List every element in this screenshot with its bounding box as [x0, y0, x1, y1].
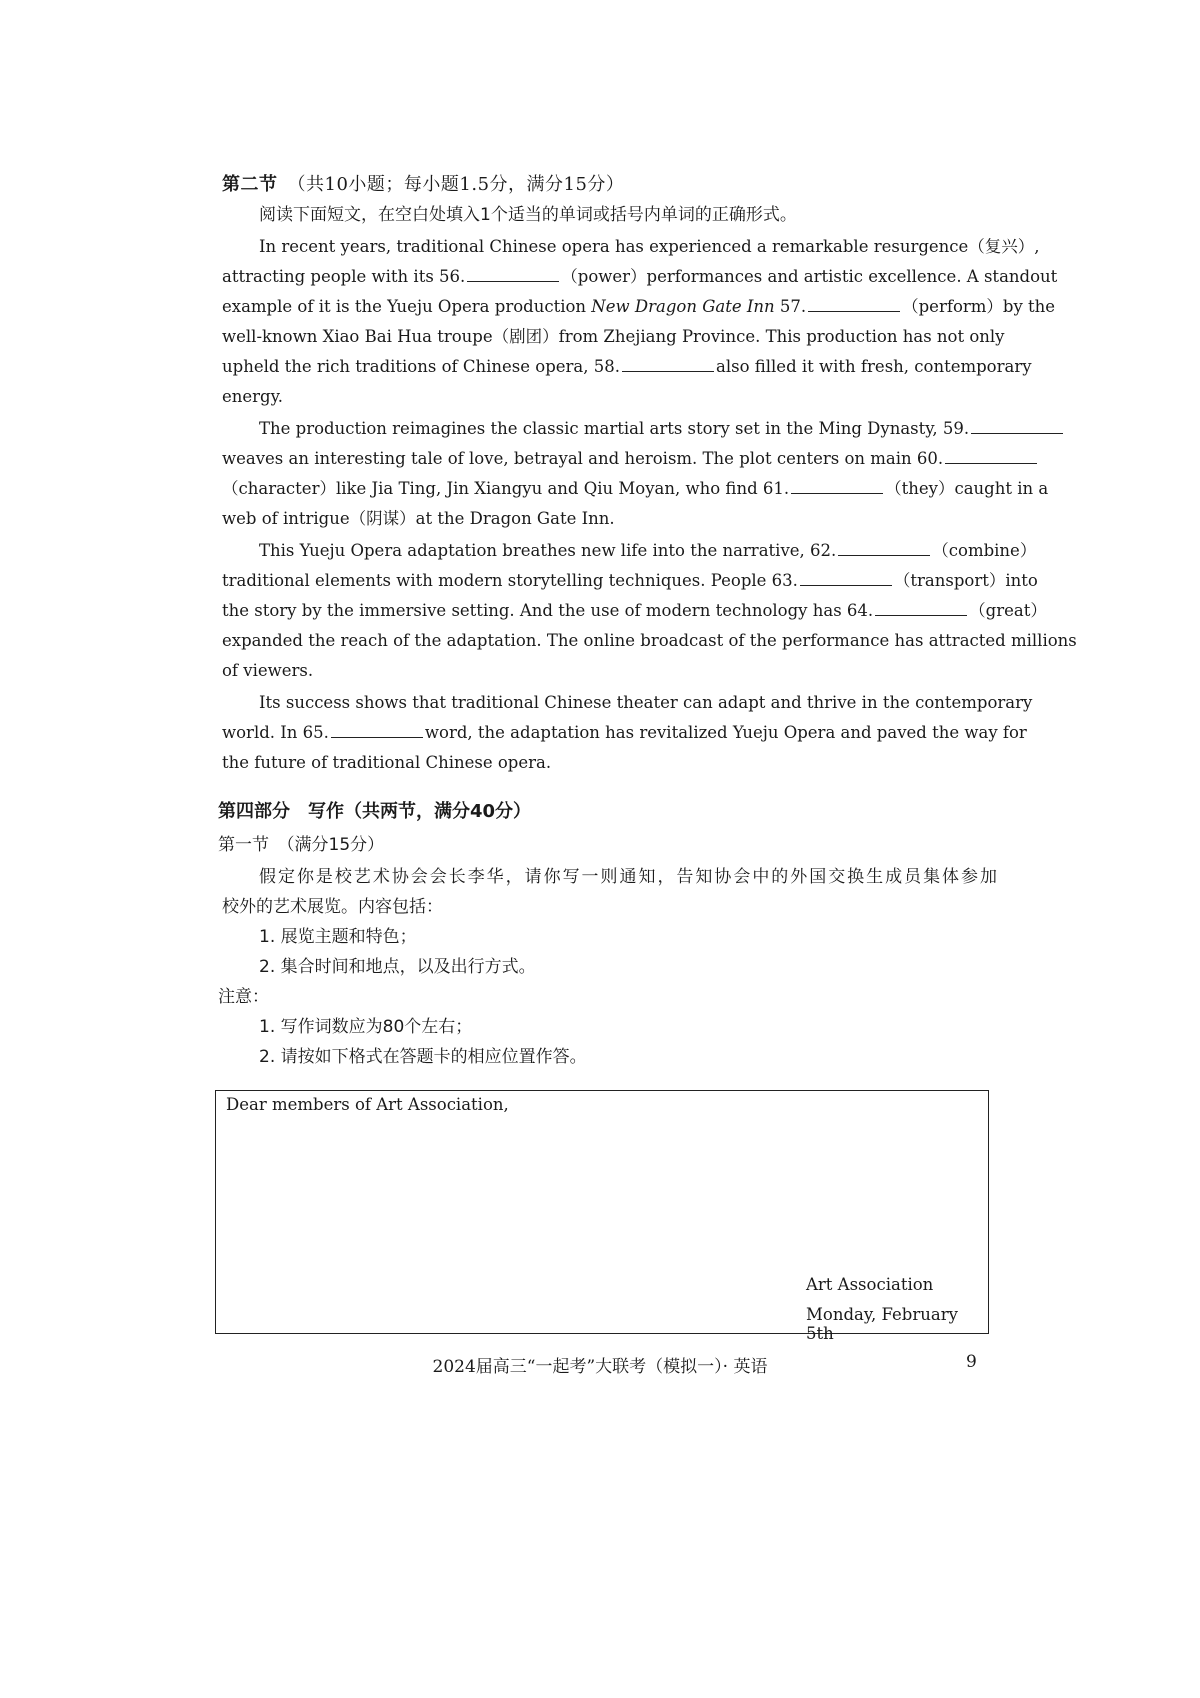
passage-text: traditional elements with modern storytelling techniques. People 63.	[222, 571, 798, 590]
passage-text: weaves an interesting tale of love, betrayal and heroism. The plot centers on main 60.	[222, 449, 944, 468]
passage-text: （character）like Jia Ting, Jin Xiangyu and Qiu Moyan, who find 61.	[222, 479, 790, 498]
passage-text: （great）	[969, 601, 1047, 620]
footer-title: 2024届高三“一起考”大联考（模拟一）· 英语	[432, 1357, 768, 1377]
passage-text: also filled it with fresh, contemporary	[715, 357, 1032, 376]
note-item-1: 1. 写作词数应为80个左右；	[259, 1017, 473, 1037]
passage-line	[222, 718, 1027, 748]
passage-line: energy.	[222, 387, 283, 406]
passage-text: （transport）into	[893, 571, 1038, 590]
page-number: 9	[966, 1352, 977, 1372]
content-item-1: 1. 展览主题和特色；	[259, 927, 417, 947]
passage-line	[259, 536, 1037, 566]
blank-56	[467, 265, 559, 282]
passage-line	[222, 596, 1047, 626]
salutation: Dear members of Art Association,	[226, 1095, 509, 1114]
section-2-heading	[222, 170, 624, 196]
passage-text: world. In 65.	[222, 723, 329, 742]
signature-org: Art Association	[806, 1275, 934, 1294]
passage-line	[222, 444, 997, 474]
blank-63	[800, 569, 892, 586]
note-heading: 注意：	[218, 987, 269, 1007]
passage-text: word, the adaptation has revitalized Yueju Opera and paved the way for	[424, 723, 1027, 742]
title-italic: New Dragon Gate Inn	[591, 297, 775, 316]
passage-text: The production reimagines the classic martial arts story set in the Ming Dynasty, 59.	[259, 419, 970, 438]
blank-65	[331, 721, 423, 738]
passage-text: the story by the immersive setting. And the use of modern technology has 64.	[222, 601, 874, 620]
part-4-heading: 第四部分 写作（共两节，满分40分）	[218, 801, 532, 822]
passage-line	[222, 292, 1056, 322]
passage-line	[222, 262, 1058, 292]
passage-line	[222, 474, 1049, 504]
passage-text: attracting people with its 56.	[222, 267, 466, 286]
passage-line: web of intrigue（阴谋）at the Dragon Gate Inn.	[222, 509, 615, 528]
blank-64	[875, 599, 967, 616]
passage-text: example of it is the Yueju Opera production	[222, 297, 587, 316]
passage-text: upheld the rich traditions of Chinese opera, 58.	[222, 357, 620, 376]
blank-62	[838, 539, 930, 556]
passage-text: 57.	[779, 297, 807, 316]
passage-line: expanded the reach of the adaptation. The online broadcast of the performance has attracted millions	[222, 631, 1077, 650]
part-4-section-1-heading: 第一节 （满分15分）	[218, 835, 385, 855]
answer-format-box	[215, 1090, 989, 1343]
blank-60	[945, 447, 1037, 464]
passage-text: This Yueju Opera adaptation breathes new life into the narrative, 62.	[259, 541, 837, 560]
passage-text: （combine）	[932, 541, 1037, 560]
signature-date: Monday, February 5th	[806, 1305, 958, 1343]
passage-text: （they）caught in a	[885, 479, 1049, 498]
passage-line: well-known Xiao Bai Hua troupe（剧团）from Zhejiang Province. This production has not only	[222, 327, 1005, 346]
writing-prompt: 校外的艺术展览。内容包括：	[222, 897, 443, 917]
section-2-title: 第二节	[222, 174, 278, 195]
content-item-2: 2. 集合时间和地点，以及出行方式。	[259, 957, 536, 977]
passage-text: （power）performances and artistic excellence. A standout	[561, 267, 1058, 286]
passage-line: the future of traditional Chinese opera.	[222, 753, 552, 772]
passage-line	[222, 566, 1038, 596]
section-2-subtitle: （共10小题；每小题1.5分，满分15分）	[287, 174, 625, 195]
blank-57	[808, 295, 900, 312]
section-2-instruction: 阅读下面短文，在空白处填入1个适当的单词或括号内单词的正确形式。	[259, 205, 797, 225]
blank-59	[971, 417, 1063, 434]
passage-text: （perform）by the	[902, 297, 1056, 316]
passage-line	[259, 414, 997, 444]
passage-line: In recent years, traditional Chinese opera has experienced a remarkable resurgence（复兴）,	[259, 237, 1040, 256]
writing-prompt: 假定你是校艺术协会会长李华，请你写一则通知，告知协会中的外国交换生成员集体参加	[259, 867, 997, 887]
blank-61	[791, 477, 883, 494]
passage-line	[222, 352, 1032, 382]
note-item-2: 2. 请按如下格式在答题卡的相应位置作答。	[259, 1047, 587, 1067]
passage-line: Its success shows that traditional Chinese theater can adapt and thrive in the contemporary	[259, 693, 1033, 712]
passage-line: of viewers.	[222, 661, 314, 680]
blank-58	[622, 355, 714, 372]
